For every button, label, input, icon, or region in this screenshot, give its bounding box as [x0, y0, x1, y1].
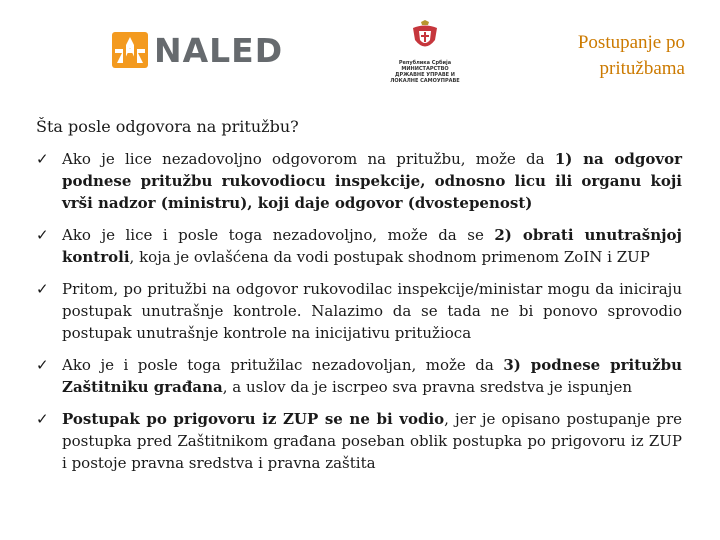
bullet-text: , jer je opisano postupanje pre postupka pred Zaštitnikom građana poseban oblik postupka po prigovoru iz ZUP i postoje pravna sredstva i pravna zaštita	[62, 410, 682, 472]
bullet-bold-text: Postupak po prigovoru iz ZUP se ne bi vodio	[62, 410, 445, 428]
bullet-item	[36, 408, 682, 474]
slide-title-line-2: pritužbama	[599, 58, 685, 79]
bullet-text: Ako je i posle toga pritužilac nezadovoljan, može da	[62, 356, 504, 374]
checkmark-icon: ✓	[36, 226, 49, 244]
serbia-coat-of-arms-icon	[411, 20, 439, 54]
slide-title	[578, 30, 685, 82]
checkmark-icon: ✓	[36, 410, 49, 428]
checkmark-icon: ✓	[36, 150, 49, 168]
bullet-list	[36, 148, 682, 484]
bullet-item	[36, 148, 682, 214]
bullet-text: Pritom, po pritužbi na odgovor rukovodilac inspekcije/ministar mogu da iniciraju postupak unutrašnje kontrole. Nalazimo da se tada ne bi ponovo sprovodio postupak unutrašnje kontrole na inicijativu pritužioca	[62, 280, 682, 342]
bullet-text: Ako je lice nezadovoljno odgovorom na pritužbu, može da	[62, 150, 555, 168]
bullet-text: , koja je ovlašćena da vodi postupak shodnom primenom ZoIN i ZUP	[129, 248, 650, 266]
bullet-text: Ako je lice i posle toga nezadovoljno, može da se	[62, 226, 495, 244]
checkmark-icon: ✓	[36, 280, 49, 298]
bullet-item	[36, 354, 682, 398]
bullet-text: , a uslov da je iscrpeo sva pravna sredstva je ispunjen	[222, 378, 632, 396]
bullet-item	[36, 278, 682, 344]
naled-logo-text: NALED	[154, 30, 284, 70]
slide-title-line-1: Postupanje po	[577, 32, 685, 53]
section-heading: Šta posle odgovora na pritužbu?	[36, 117, 299, 136]
bullet-bold-text: 1) na odgovor podnese pritužbu rukovodiocu inspekcije, odnosno licu ili organu koji vrši nadzor (ministru), koji daje odgovor (dvostepenost)	[62, 150, 683, 212]
bullet-bold-text: 2) obrati unutrašnjoj kontroli	[62, 226, 682, 266]
government-logo-text: Република Србија МИНИСТАРСТВО ДРЖАВНЕ УПРАВЕ И ЛОКАЛНЕ САМОУПРАВЕ	[390, 60, 460, 84]
naled-logo	[112, 30, 283, 70]
checkmark-icon: ✓	[36, 356, 49, 374]
bullet-bold-text: 3) podnese pritužbu Zaštitniku građana	[62, 356, 683, 396]
bullet-item	[36, 224, 682, 268]
naled-emblem-icon	[112, 32, 148, 68]
government-logo	[390, 20, 460, 84]
